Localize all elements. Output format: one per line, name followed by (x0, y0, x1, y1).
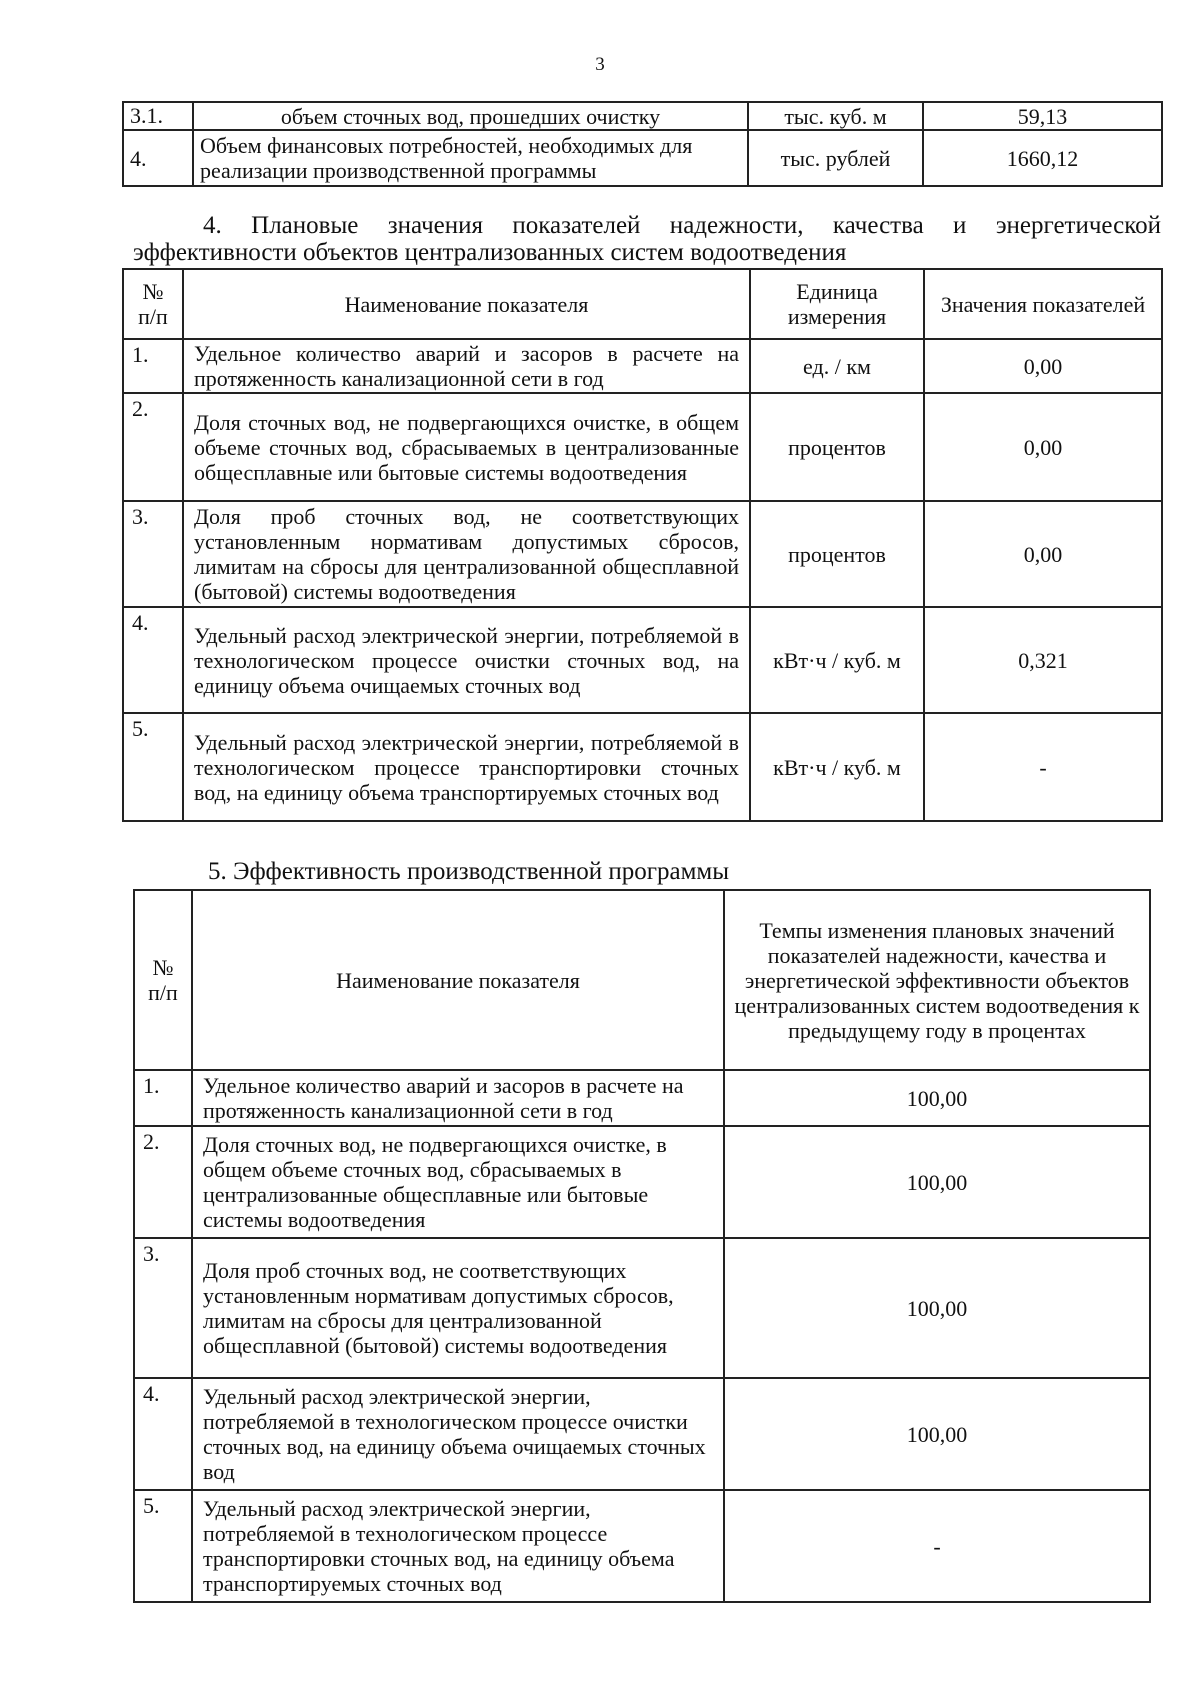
row-number: 2. (123, 393, 183, 501)
table-row (134, 1490, 1150, 1602)
table-header-row (134, 890, 1150, 1070)
indicator-name: Объем финансовых потребностей, необходимых для реализации производственной программы (193, 130, 748, 186)
indicator-name: Доля проб сточных вод, не соответствующих установленным нормативам допустимых сбросов, лимитам на сбросы для централизованной общесплавной (бытовой) системы водоотведения (183, 501, 750, 607)
header-num: № п/п (123, 269, 183, 339)
header-num: № п/п (134, 890, 192, 1070)
value-cell: 0,00 (924, 393, 1162, 501)
value-cell: 59,13 (923, 102, 1162, 130)
row-number: 5. (134, 1490, 192, 1602)
table-row (123, 130, 1162, 186)
unit-cell: кВт·ч / куб. м (750, 713, 924, 821)
indicator-name: Удельный расход электрической энергии, потребляемой в технологическом процессе очистки сточных вод, на единицу объема очищаемых сточных вод (183, 607, 750, 713)
row-number: 3. (134, 1238, 192, 1378)
table-row (123, 393, 1162, 501)
table-row (134, 1238, 1150, 1378)
reliability-indicators-table (122, 268, 1163, 822)
value-cell: - (924, 713, 1162, 821)
table-row (134, 1070, 1150, 1126)
header-name: Наименование показателя (183, 269, 750, 339)
indicator-name: Удельный расход электрической энергии, потребляемой в технологическом процессе очистки сточных вод, на единицу объема очищаемых сточных вод (192, 1378, 724, 1490)
table-row (123, 339, 1162, 393)
table-row (134, 1378, 1150, 1490)
page-number: 3 (595, 54, 605, 75)
row-number: 3.1. (123, 102, 193, 130)
unit-cell: процентов (750, 393, 924, 501)
table-row (134, 1126, 1150, 1238)
table-row (123, 102, 1162, 130)
header-value: Темпы изменения плановых значений показателей надежности, качества и энергетической эффективности объектов централизованных систем водоотведения к предыдущему году в процентах (724, 890, 1150, 1070)
value-cell: 0,00 (924, 501, 1162, 607)
row-number: 2. (134, 1126, 192, 1238)
indicator-name: Удельный расход электрической энергии, потребляемой в технологическом процессе транспортировки сточных вод, на единицу объема транспортируемых сточных вод (183, 713, 750, 821)
indicator-name: Доля проб сточных вод, не соответствующих установленным нормативам допустимых сбросов, лимитам на сбросы для централизованной общесплавной (бытовой) системы водоотведения (192, 1238, 724, 1378)
row-number: 1. (123, 339, 183, 393)
unit-cell: тыс. куб. м (748, 102, 923, 130)
indicator-name: Удельное количество аварий и засоров в расчете на протяженность канализационной сети в год (192, 1070, 724, 1126)
indicator-name: объем сточных вод, прошедших очистку (193, 102, 748, 130)
value-cell: - (724, 1490, 1150, 1602)
unit-cell: тыс. рублей (748, 130, 923, 186)
row-number: 4. (123, 607, 183, 713)
unit-cell: ед. / км (750, 339, 924, 393)
indicator-name: Доля сточных вод, не подвергающихся очистке, в общем объеме сточных вод, сбрасываемых в централизованные общесплавные или бытовые системы водоотведения (183, 393, 750, 501)
unit-cell: процентов (750, 501, 924, 607)
indicator-name: Удельный расход электрической энергии, потребляемой в технологическом процессе транспортировки сточных вод, на единицу объема транспортируемых сточных вод (192, 1490, 724, 1602)
section-4-heading: 4. Плановые значения показателей надежности, качества и энергетической эффективности объектов централизованных систем водоотведения (133, 212, 1161, 266)
production-volume-table (122, 101, 1163, 187)
value-cell: 100,00 (724, 1126, 1150, 1238)
header-unit: Единица измерения (750, 269, 924, 339)
value-cell: 100,00 (724, 1378, 1150, 1490)
indicator-name: Удельное количество аварий и засоров в расчете на протяженность канализационной сети в год (183, 339, 750, 393)
header-value: Значения показателей (924, 269, 1162, 339)
value-cell: 0,321 (924, 607, 1162, 713)
value-cell: 100,00 (724, 1070, 1150, 1126)
row-number: 4. (134, 1378, 192, 1490)
header-name: Наименование показателя (192, 890, 724, 1070)
value-cell: 1660,12 (923, 130, 1162, 186)
program-efficiency-table (133, 889, 1151, 1603)
table-row (123, 713, 1162, 821)
row-number: 4. (123, 130, 193, 186)
section-5-heading: 5. Эффективность производственной программы (208, 858, 730, 885)
indicator-name: Доля сточных вод, не подвергающихся очистке, в общем объеме сточных вод, сбрасываемых в централизованные общесплавные или бытовые системы водоотведения (192, 1126, 724, 1238)
value-cell: 0,00 (924, 339, 1162, 393)
table-row (123, 607, 1162, 713)
row-number: 5. (123, 713, 183, 821)
row-number: 1. (134, 1070, 192, 1126)
table-row (123, 501, 1162, 607)
row-number: 3. (123, 501, 183, 607)
table-header-row (123, 269, 1162, 339)
value-cell: 100,00 (724, 1238, 1150, 1378)
unit-cell: кВт·ч / куб. м (750, 607, 924, 713)
